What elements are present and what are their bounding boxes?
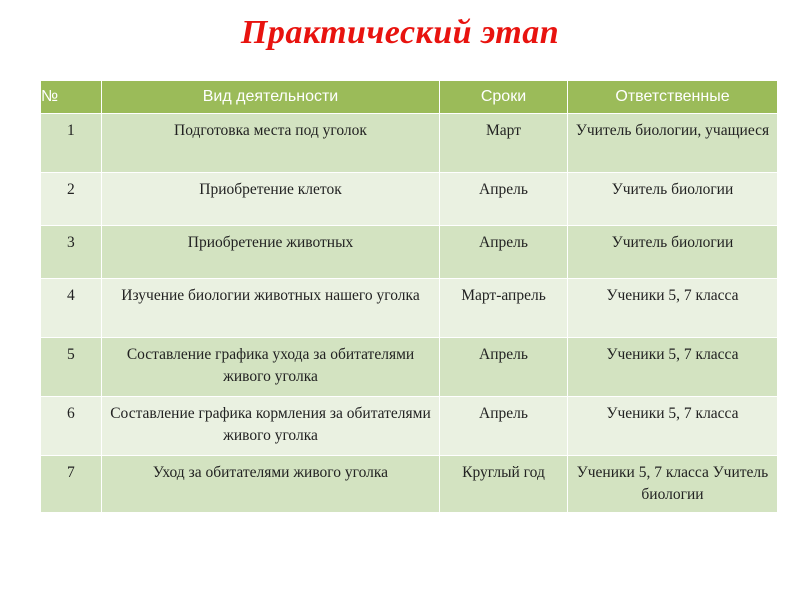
cell-activity: Составление графика кормления за обитателями живого уголка	[102, 397, 440, 456]
cell-number: 4	[41, 279, 102, 338]
cell-activity: Приобретение клеток	[102, 173, 440, 226]
table-row	[41, 338, 778, 397]
cell-number: 1	[41, 114, 102, 173]
cell-number: 3	[41, 226, 102, 279]
header-activity: Вид деятельности	[102, 81, 440, 114]
cell-responsible: Ученики 5, 7 класса	[568, 338, 778, 397]
table-header-row	[41, 81, 778, 114]
cell-responsible: Ученики 5, 7 класса	[568, 397, 778, 456]
table-row	[41, 279, 778, 338]
cell-term: Апрель	[440, 173, 568, 226]
cell-responsible: Ученики 5, 7 класса	[568, 279, 778, 338]
cell-term: Апрель	[440, 397, 568, 456]
table-row	[41, 226, 778, 279]
cell-term: Апрель	[440, 226, 568, 279]
plan-table	[40, 80, 778, 513]
cell-responsible: Ученики 5, 7 класса Учитель биологии	[568, 456, 778, 513]
header-responsible: Ответственные	[568, 81, 778, 114]
cell-responsible: Учитель биологии	[568, 173, 778, 226]
table-row	[41, 456, 778, 513]
cell-activity: Приобретение животных	[102, 226, 440, 279]
cell-number: 6	[41, 397, 102, 456]
cell-term: Март	[440, 114, 568, 173]
cell-activity: Уход за обитателями живого уголка	[102, 456, 440, 513]
cell-responsible: Учитель биологии	[568, 226, 778, 279]
slide-title: Практический этап	[240, 14, 560, 51]
table-row	[41, 173, 778, 226]
table-row	[41, 114, 778, 173]
cell-activity: Составление графика ухода за обитателями живого уголка	[102, 338, 440, 397]
cell-number: 5	[41, 338, 102, 397]
table-row	[41, 397, 778, 456]
header-number: №	[41, 81, 102, 114]
cell-number: 7	[41, 456, 102, 513]
cell-activity: Изучение биологии животных нашего уголка	[102, 279, 440, 338]
cell-term: Март-апрель	[440, 279, 568, 338]
cell-responsible: Учитель биологии, учащиеся	[568, 114, 778, 173]
cell-term: Круглый год	[440, 456, 568, 513]
cell-number: 2	[41, 173, 102, 226]
cell-term: Апрель	[440, 338, 568, 397]
header-term: Сроки	[440, 81, 568, 114]
cell-activity: Подготовка места под уголок	[102, 114, 440, 173]
